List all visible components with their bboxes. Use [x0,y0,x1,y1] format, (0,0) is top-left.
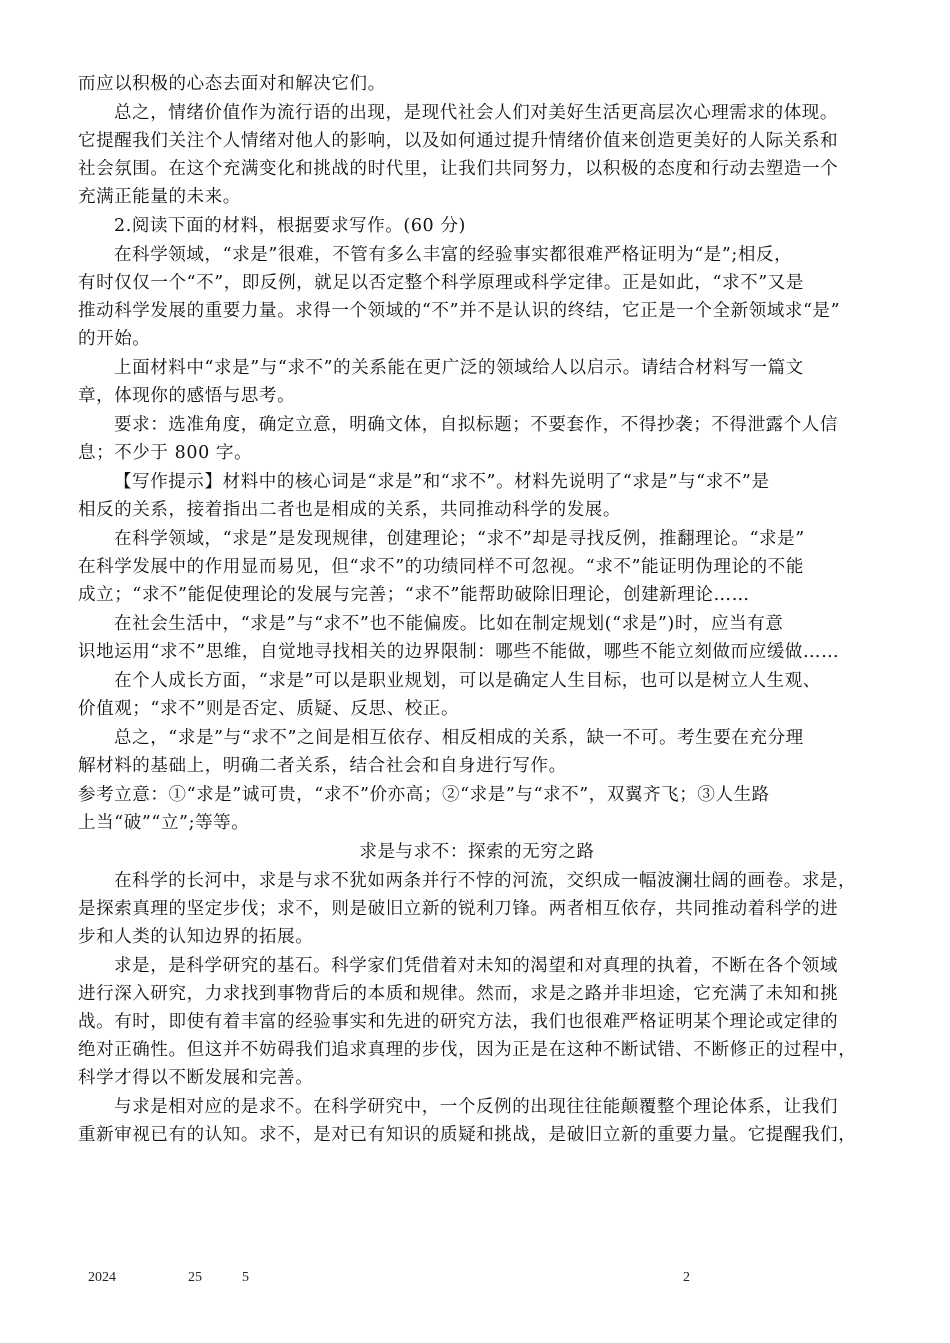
text-line: 而应以积极的心态去面对和解决它们。 [78,74,386,94]
text-line: 成立；“求不”能促使理论的发展与完善；“求不”能帮助破除旧理论，创建新理论…… [78,585,750,605]
paragraph [78,212,876,240]
page-number: 2 [683,1270,690,1285]
text-line: 章，体现你的感悟与思考。 [78,386,296,406]
footer-number: 5 [242,1270,249,1285]
essay-title [78,838,876,866]
text-line: 总之，情绪价值作为流行语的出现，是现代社会人们对美好生活更高层次心理需求的体现。 [114,103,838,123]
text-line: 社会氛围。在这个充满变化和挑战的时代里，让我们共同努力，以积极的态度和行动去塑造一个 [78,159,839,179]
document-body [78,70,876,1150]
text-line: 进行深入研究，力求找到事物背后的本质和规律。然而，求是之路并非坦途，它充满了未知和挑 [78,984,839,1004]
text-line: 总之，“求是”与“求不”之间是相互依存、相反相成的关系，缺一不可。考生要在充分理 [114,728,804,748]
text-line: 上面材料中“求是”与“求不”的关系能在更广泛的领域给人以启示。请结合材料写一篇文 [114,358,804,378]
text-line: 是探索真理的坚定步伐；求不，则是破旧立新的锐利刀锋。两者相互依存，共同推动着科学的进 [78,899,839,919]
paragraph [78,411,876,467]
paragraph [78,952,876,1092]
footer-year: 2024 [88,1270,116,1285]
text-line: 解材料的基础上，明确二者关系，结合社会和自身进行写作。 [78,756,567,776]
text-line: 它提醒我们关注个人情绪对他人的影响，以及如何通过提升情绪价值来创造更美好的人际关系和 [78,131,839,151]
text-line: 相反的关系，接着指出二者也是相成的关系，共同推动科学的发展。 [78,500,621,520]
text-line: 步和人类的认知边界的拓展。 [78,927,314,947]
text-line: 推动科学发展的重要力量。求得一个领域的“不”并不是认识的终结，它正是一个全新领域求“是” [78,301,841,321]
paragraph [78,468,876,524]
paragraph [78,781,876,837]
text-line: 价值观；“求不”则是否定、质疑、反思、校正。 [78,699,460,719]
text-line: 绝对正确性。但这并不妨碍我们追求真理的步伐，因为正是在这种不断试错、不断修正的过程中， [78,1040,857,1060]
text-line: 在科学领域，“求是”很难，不管有多么丰富的经验事实都很难严格证明为“是”;相反， [114,245,793,265]
paragraph [78,724,876,780]
text-line: 息；不少于 800 字。 [78,443,253,463]
text-line: 求是与求不：探索的无穷之路 [359,842,595,862]
text-line: 在社会生活中，“求是”与“求不”也不能偏废。比如在制定规划(“求是”)时，应当有意 [114,614,784,634]
paragraph [78,354,876,410]
text-line: 科学才得以不断发展和完善。 [78,1068,314,1088]
text-line: 参考立意：①“求是”诚可贵，“求不”价亦高；②“求是”与“求不”，双翼齐飞；③人生路 [78,785,770,805]
paragraph [78,70,876,98]
text-line: 重新审视已有的认知。求不，是对已有知识的质疑和挑战，是破旧立新的重要力量。它提醒我们， [78,1125,857,1145]
paragraph [78,1093,876,1149]
text-line: 【写作提示】材料中的核心词是“求是”和“求不”。材料先说明了“求是”与“求不”是 [114,472,770,492]
text-line: 2.阅读下面的材料，根据要求写作。(60 分) [114,216,466,236]
paragraph [78,610,876,666]
text-line: 有时仅仅一个“不”，即反例，就足以否定整个科学原理或科学定律。正是如此，“求不”又是 [78,273,804,293]
paragraph [78,241,876,353]
paragraph [78,667,876,723]
text-line: 战。有时，即使有着丰富的经验事实和先进的研究方法，我们也很难严格证明某个理论或定律的 [78,1012,839,1032]
paragraph [78,525,876,609]
paragraph [78,99,876,211]
text-line: 在科学发展中的作用显而易见，但“求不”的功绩同样不可忽视。“求不”能证明伪理论的不能 [78,557,804,577]
text-line: 识地运用“求不”思维，自觉地寻找相关的边界限制：哪些不能做，哪些不能立刻做而应缓做…… [78,642,840,662]
text-line: 在科学领域，“求是”是发现规律，创建理论；“求不”却是寻找反例，推翻理论。“求是” [114,529,805,549]
text-line: 充满正能量的未来。 [78,187,241,207]
text-line: 的开始。 [78,329,151,349]
text-line: 要求：选准角度，确定立意，明确文体，自拟标题；不要套作，不得抄袭；不得泄露个人信 [114,415,838,435]
paragraph [78,867,876,951]
text-line: 在个人成长方面，“求是”可以是职业规划，可以是确定人生目标，也可以是树立人生观、 [114,671,821,691]
text-line: 与求是相对应的是求不。在科学研究中，一个反例的出现往往能颠覆整个理论体系，让我们 [114,1097,838,1117]
text-line: 在科学的长河中，求是与求不犹如两条并行不悖的河流，交织成一幅波澜壮阔的画卷。求是， [114,871,857,891]
footer-number: 25 [188,1270,202,1285]
text-line: 上当“破”“立”;等等。 [78,813,250,833]
text-line: 求是，是科学研究的基石。科学家们凭借着对未知的渴望和对真理的执着，不断在各个领域 [114,956,838,976]
